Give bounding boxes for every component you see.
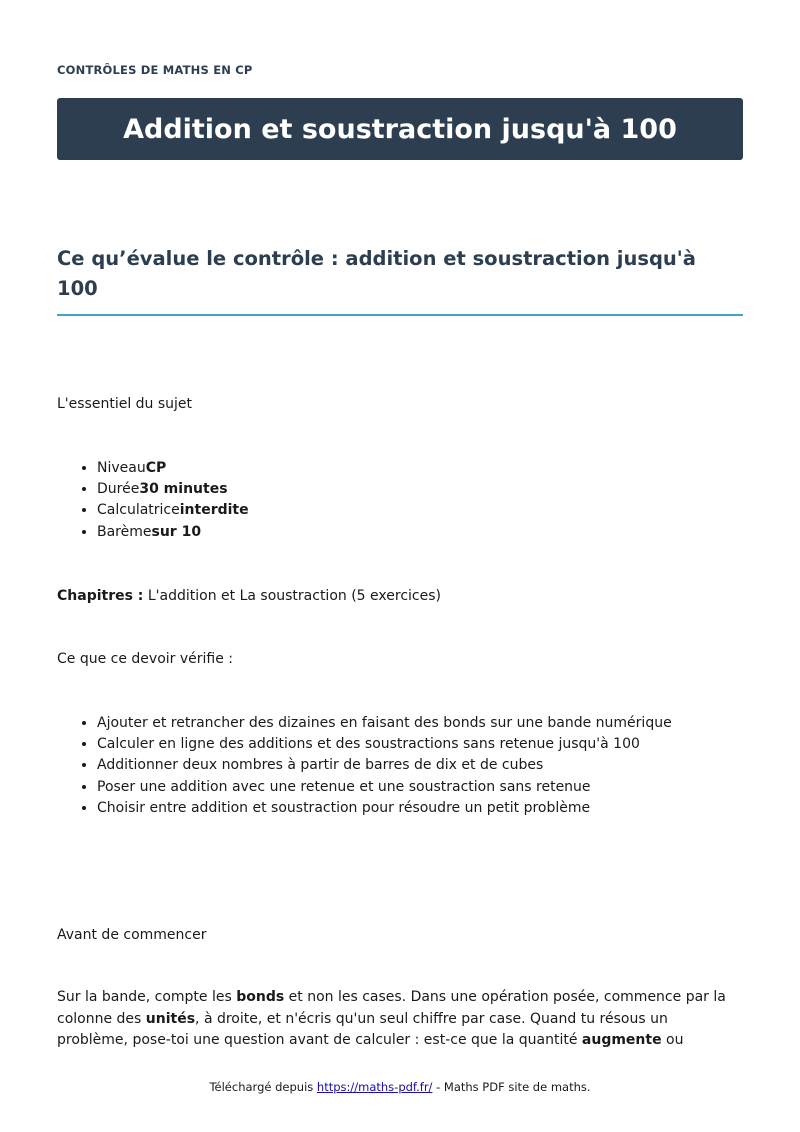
before-heading: Avant de commencer xyxy=(57,927,207,943)
page-kicker: CONTRÔLES DE MATHS EN CP xyxy=(57,63,253,77)
footer-prefix: Téléchargé depuis xyxy=(209,1080,317,1094)
checks-list xyxy=(57,713,672,819)
essentials-list xyxy=(57,458,249,543)
chapters-label: Chapitres : xyxy=(57,588,144,604)
page-footer xyxy=(0,1080,800,1094)
before-paragraph: Sur la bande, compte les bonds et non les cases. Dans une opération posée, commence par la colonne des unités, à droite, et n'écris qu'un seul chiffre par case. Quand tu résous un problème, pose-toi une question avant de calculer : est-ce que la quantité augmente ou xyxy=(57,989,726,1048)
list-item: • Choisir entre addition et soustraction pour résoudre un petit problème xyxy=(97,798,672,819)
list-item: • Poser une addition avec une retenue et une soustraction sans retenue xyxy=(97,777,672,798)
chapters-text: L'addition et La soustraction (5 exercices) xyxy=(143,588,441,604)
list-item: • Additionner deux nombres à partir de barres de dix et de cubes xyxy=(97,755,672,776)
checks-heading: Ce que ce devoir vérifie : xyxy=(57,651,234,667)
section-title: Ce qu’évalue le contrôle : addition et soustraction jusqu'à 100 xyxy=(57,244,743,316)
list-item: • Calculatriceinterdite xyxy=(97,500,249,521)
list-item: • Calculer en ligne des additions et des soustractions sans retenue jusqu'à 100 xyxy=(97,734,672,755)
essentials-heading: L'essentiel du sujet xyxy=(57,396,193,412)
list-item: • Barèmesur 10 xyxy=(97,522,249,543)
list-item: • Durée30 minutes xyxy=(97,479,249,500)
chapters-line xyxy=(57,586,441,607)
list-item: • Ajouter et retrancher des dizaines en faisant des bonds sur une bande numérique xyxy=(97,713,672,734)
title-banner xyxy=(57,98,743,160)
page-title: Addition et soustraction jusqu'à 100 xyxy=(123,113,677,145)
footer-link[interactable]: https://maths-pdf.fr/ xyxy=(316,1080,433,1094)
list-item: • NiveauCP xyxy=(97,458,249,479)
footer-suffix: - Maths PDF site de maths. xyxy=(432,1080,591,1094)
